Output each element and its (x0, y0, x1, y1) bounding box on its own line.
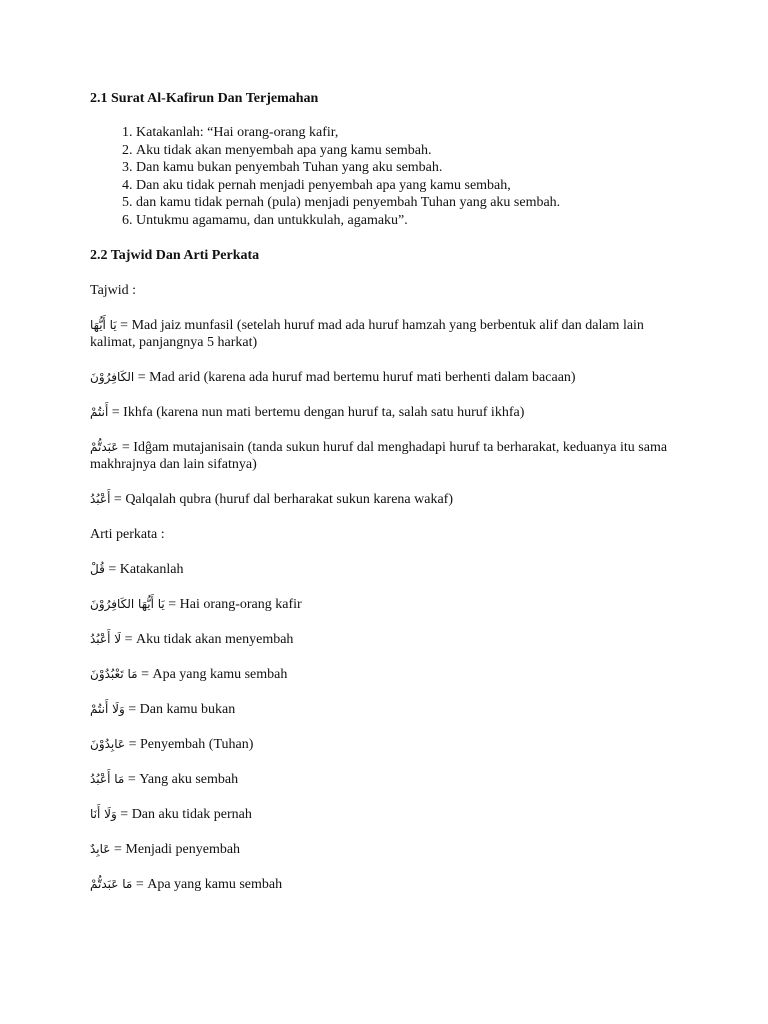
arti-entry (90, 876, 690, 893)
arabic-text: عَابِدُوْنَ (90, 737, 126, 751)
entry-text: = Hai orang-orang kafir (168, 597, 302, 612)
tajwid-entry (90, 404, 690, 421)
entry-text: = Apa yang kamu sembah (135, 877, 283, 892)
arabic-text: عَبَدتُّمْ (90, 440, 119, 454)
arabic-text: وَلَا أَنتُمْ (90, 702, 125, 716)
tajwid-entry (90, 439, 690, 473)
arti-entry (90, 596, 690, 613)
entry-text: = Menjadi penyembah (113, 842, 241, 857)
entry-text: = Idĝam mutajanisain (tanda sukun huruf dal menghadapi huruf ta berharakat, keduanya itu sama makhrajnya dan lain sifatnya) (90, 440, 668, 472)
arabic-text: يَا أَيُّهَا الكَافِرُوْنَ (90, 597, 165, 611)
entry-text: = Mad jaiz munfasil (setelah huruf mad ada huruf hamzah yang berbentuk alif dan dalam lain kalimat, panjangnya 5 harkat) (90, 318, 644, 350)
entry-text: = Penyembah (Tuhan) (128, 737, 254, 752)
arabic-text: قُلْ (90, 562, 105, 576)
entry-text: = Aku tidak akan menyembah (124, 632, 294, 647)
arabic-text: مَا عَبَدتُّمْ (90, 877, 133, 891)
arabic-text: مَا أَعْبُدُ (90, 772, 125, 786)
entry-text: = Ikhfa (karena nun mati bertemu dengan huruf ta, salah satu huruf ikhfa) (111, 405, 525, 420)
verse-list (90, 124, 690, 229)
arti-entry (90, 841, 690, 858)
arabic-text: وَلَا أَنَا (90, 807, 117, 821)
verse-item: 3. Dan kamu bukan penyembah Tuhan yang aku sembah. (136, 159, 690, 177)
document-page (90, 90, 690, 893)
arti-entry (90, 806, 690, 823)
arti-entry (90, 736, 690, 753)
tajwid-entry (90, 317, 690, 351)
arabic-text: عَابِدٌ (90, 842, 111, 856)
entry-text: = Mad arid (karena ada huruf mad bertemu huruf mati berhenti dalam bacaan) (137, 370, 576, 385)
arti-entry (90, 561, 690, 578)
arabic-text: أَنتُمْ (90, 405, 109, 419)
arabic-text: الكَافِرُوْنَ (90, 370, 135, 384)
arabic-text: مَا تَعْبُدُوْنَ (90, 667, 138, 681)
arabic-text: لَا أَعْبُدُ (90, 632, 122, 646)
arti-entry (90, 771, 690, 788)
tajwid-entry (90, 369, 690, 386)
verse-item: 5. dan kamu tidak pernah (pula) menjadi penyembah Tuhan yang aku sembah. (136, 194, 690, 212)
arabic-text: يَا أَيُّهَا (90, 318, 117, 332)
tajwid-label: Tajwid : (90, 283, 137, 298)
arti-entry (90, 631, 690, 648)
entry-text: = Qalqalah qubra (huruf dal berharakat sukun karena wakaf) (113, 492, 453, 507)
arti-entry (90, 666, 690, 683)
entry-text: = Dan kamu bukan (128, 702, 236, 717)
tajwid-entry (90, 491, 690, 508)
verse-item: 6. Untukmu agamamu, dan untukkulah, agamaku”. (136, 212, 690, 230)
arti-label: Arti perkata : (90, 527, 165, 542)
verse-item: 1. Katakanlah: “Hai orang-orang kafir, (136, 124, 690, 142)
entry-text: = Yang aku sembah (127, 772, 239, 787)
entry-text: = Apa yang kamu sembah (141, 667, 288, 682)
section-2-heading: 2.2 Tajwid Dan Arti Perkata (90, 248, 260, 263)
verse-item: 2. Aku tidak akan menyembah apa yang kamu sembah. (136, 142, 690, 160)
section-1-heading: 2.1 Surat Al-Kafirun Dan Terjemahan (90, 91, 319, 106)
entry-text: = Katakanlah (108, 562, 184, 577)
arti-entry (90, 701, 690, 718)
verse-item: 4. Dan aku tidak pernah menjadi penyembah apa yang kamu sembah, (136, 177, 690, 195)
arabic-text: أَعْبُدُ (90, 492, 111, 506)
entry-text: = Dan aku tidak pernah (120, 807, 252, 822)
